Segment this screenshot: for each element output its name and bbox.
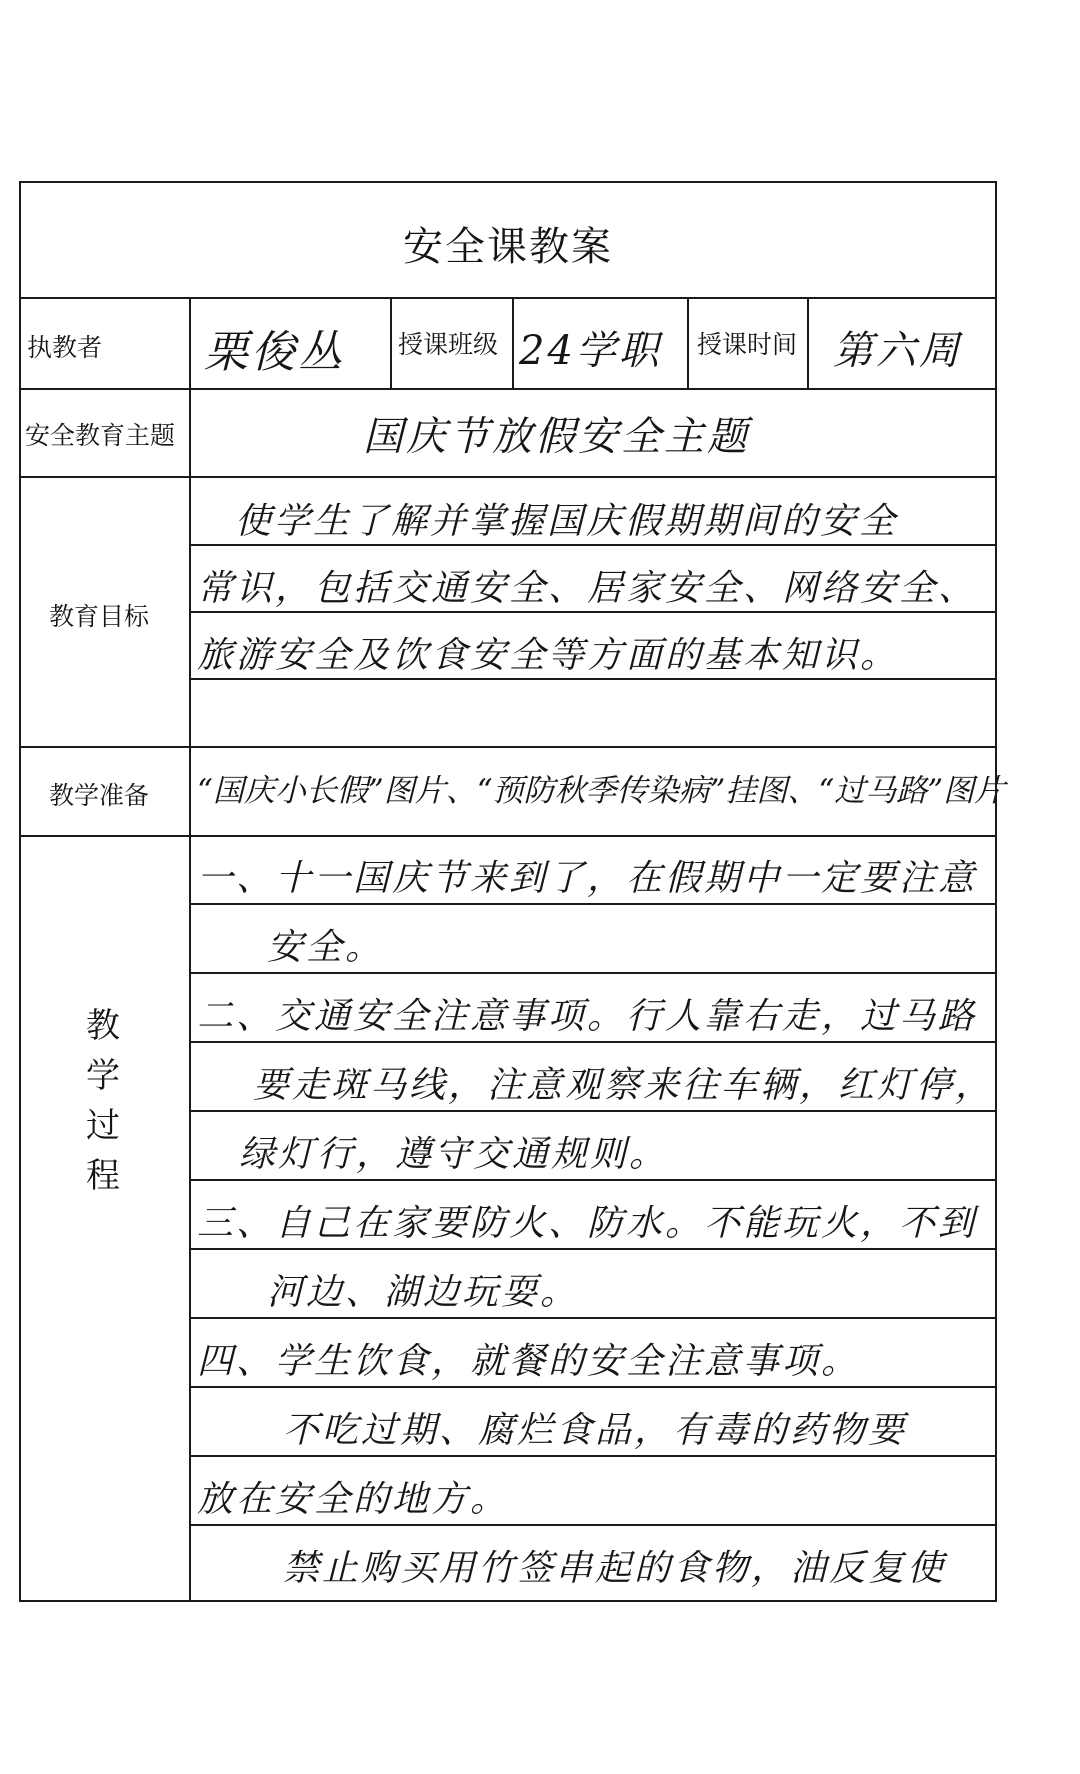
document-title: 安全课教案 [403, 224, 613, 270]
ruled-line [190, 1317, 995, 1319]
ruled-line [190, 972, 995, 974]
ruled-line [190, 1524, 995, 1526]
ruled-line [190, 1386, 995, 1388]
process-line: 安全。 [267, 927, 385, 968]
process-line: 禁止购买用竹签串起的食物，油反复使 [283, 1548, 947, 1589]
class-value: 24学职 [519, 328, 662, 374]
teacher-name: 栗俊丛 [204, 327, 345, 378]
ruled-line [190, 1455, 995, 1457]
ruled-line [190, 544, 995, 546]
process-line: 三、自己在家要防火、防水。不能玩火，不到 [197, 1203, 978, 1244]
column-divider [512, 297, 514, 388]
column-divider [807, 297, 809, 388]
column-divider [189, 297, 191, 1600]
time-value: 第六周 [833, 328, 962, 374]
preparation-label: 教学准备 [49, 781, 150, 810]
lesson-plan-table [19, 181, 1006, 1602]
process-line: 二、交通安全注意事项。行人靠右走，过马路 [197, 996, 978, 1037]
theme-label: 安全教育主题 [25, 421, 176, 450]
process-line: 要走斑马线，注意观察来往车辆，红灯停， [253, 1065, 995, 1106]
time-label: 授课时间 [697, 330, 798, 359]
theme-value: 国庆节放假安全主题 [363, 414, 750, 460]
row-divider [21, 746, 995, 748]
process-line: 四、学生饮食，就餐的安全注意事项。 [197, 1341, 861, 1382]
goal-line: 常识，包括交通安全、居家安全、网络安全、 [197, 568, 978, 609]
ruled-line [190, 611, 995, 613]
ruled-line [190, 1179, 995, 1181]
row-divider [21, 835, 995, 837]
ruled-line [190, 678, 995, 680]
row-divider [21, 388, 995, 390]
process-line: 河边、湖边玩耍。 [267, 1272, 580, 1313]
goal-line: 旅游安全及饮食安全等方面的基本知识。 [197, 635, 900, 676]
teacher-label: 执教者 [27, 333, 103, 362]
goal-label: 教育目标 [49, 602, 150, 631]
column-divider [390, 297, 392, 388]
ruled-line [190, 1110, 995, 1112]
process-label: 教学过程 [86, 1006, 120, 1196]
row-divider [21, 297, 995, 299]
process-line: 放在安全的地方。 [197, 1479, 510, 1520]
class-label: 授课班级 [398, 330, 499, 359]
goal-line: 使学生了解并掌握国庆假期期间的安全 [235, 501, 899, 542]
preparation-value: “国庆小长假”图片、“预防秋季传染病”挂图、“过马路”图片 [197, 773, 1006, 809]
column-divider [687, 297, 689, 388]
row-divider [21, 476, 995, 478]
ruled-line [190, 903, 995, 905]
process-line: 绿灯行，遵守交通规则。 [239, 1134, 669, 1175]
process-line: 不吃过期、腐烂食品，有毒的药物要 [283, 1410, 908, 1451]
ruled-line [190, 1041, 995, 1043]
ruled-line [190, 1248, 995, 1250]
process-line: 一、十一国庆节来到了，在假期中一定要注意 [197, 858, 978, 899]
